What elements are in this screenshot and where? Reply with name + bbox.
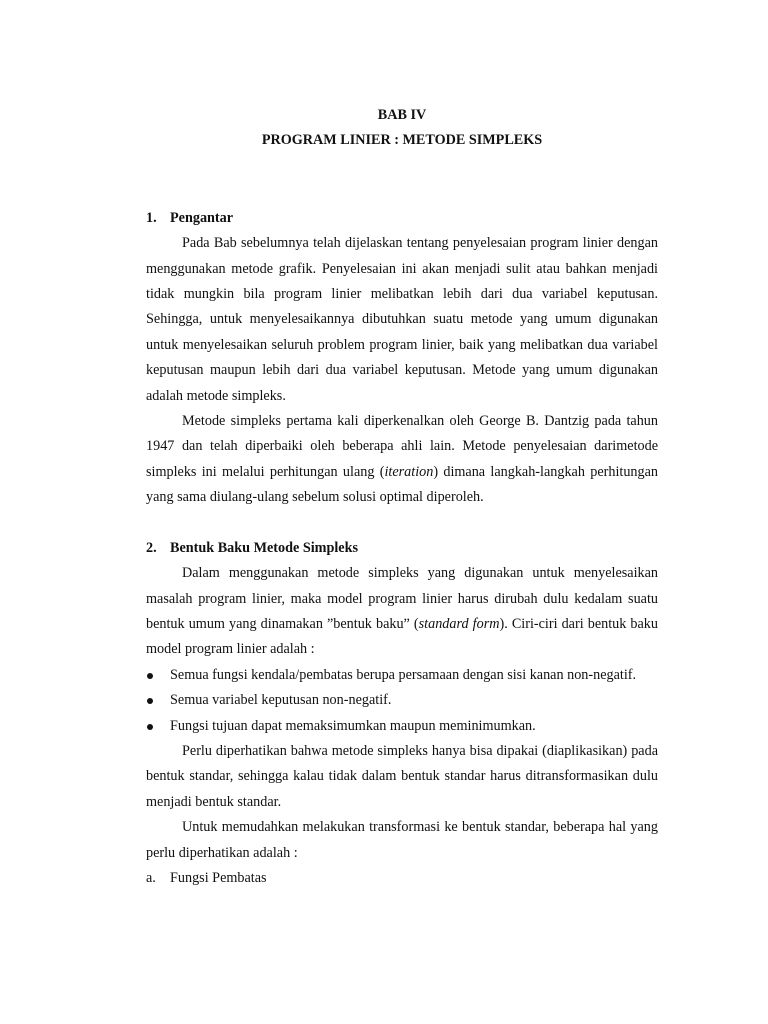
italic-term: iteration: [384, 463, 434, 480]
paragraph-bentuk-baku-1: [146, 561, 658, 663]
list-item-text: Fungsi tujuan dapat memaksimumkan maupun meminimumkan.: [170, 717, 536, 734]
bullet-icon: [147, 724, 153, 730]
paragraph-bentuk-baku-2: Perlu diperhatikan bahwa metode simpleks hanya bisa dipakai (diaplikasikan) pada bentuk standar, sehingga kalau tidak dalam bentuk standar harus ditransformasikan dulu menjadi bentuk standar.: [146, 742, 658, 810]
section-heading-bentuk-baku: [146, 536, 658, 561]
list-item: [146, 714, 658, 739]
bullet-icon: [147, 698, 153, 704]
paragraph-text: ) dimana langkah-langkah perhitungan yang sama diulang-ulang sebelum solusi optimal diperoleh.: [146, 463, 659, 506]
chapter-title: PROGRAM LINIER : METODE SIMPLEKS: [261, 132, 543, 149]
bullet-list: [146, 663, 658, 739]
paragraph-text: Dalam menggunakan metode simpleks yang digunakan untuk menyelesaikan masalah program linier, maka model program linier harus dirubah dulu kedalam suatu bentuk umum yang dinamakan ”bentuk baku” (: [146, 565, 658, 632]
sub-letter: a.: [146, 869, 156, 886]
paragraph-intro-2: [146, 409, 658, 511]
list-item-text: Semua fungsi kendala/pembatas berupa persamaan dengan sisi kanan non-negatif.: [170, 666, 637, 683]
paragraph-intro-1: Pada Bab sebelumnya telah dijelaskan tentang penyelesaian program linier dengan menggunakan metode grafik. Penyelesaian ini akan menjadi sulit atau bahkan menjadi tidak mungkin bila program linier melibatkan lebih dari dua variabel keputusan. Sehingga, untuk menyelesaikannya dibutuhkan suatu metode yang umum digunakan untuk menyelesaikan seluruh problem program linier, baik yang melibatkan dua variabel keputusan maupun lebih dari dua variabel keputusan. Metode yang umum digunakan adalah metode simpleks.: [146, 235, 658, 404]
list-item-text: Semua variabel keputusan non-negatif.: [170, 692, 392, 709]
paragraph-text: Metode simpleks pertama kali diperkenalkan oleh George B. Dantzig pada tahun 1947 dan telah diperbaiki oleh beberapa ahli lain. Metode penyelesaian darimetode simpleks ini melalui perhitungan ulang (: [146, 413, 658, 480]
document-body: [146, 103, 658, 891]
list-item: [146, 663, 658, 688]
section-number: 1.: [146, 209, 157, 226]
list-item: [146, 688, 658, 713]
sub-label: Fungsi Pembatas: [170, 869, 267, 886]
section-title: Bentuk Baku Metode Simpleks: [170, 539, 359, 556]
chapter-label: BAB IV: [377, 107, 427, 123]
section-number: 2.: [146, 539, 157, 556]
paragraph-bentuk-baku-3: Untuk memudahkan melakukan transformasi ke bentuk standar, beberapa hal yang perlu diperhatikan adalah :: [146, 819, 658, 861]
paragraph-text: ). Ciri-ciri dari bentuk baku model program linier adalah :: [146, 615, 658, 658]
sub-heading-fungsi-pembatas: [146, 866, 658, 891]
bullet-icon: [147, 673, 153, 679]
section-title: Pengantar: [170, 209, 234, 226]
italic-term: standard form: [418, 615, 500, 632]
section-heading-pengantar: [146, 206, 658, 231]
